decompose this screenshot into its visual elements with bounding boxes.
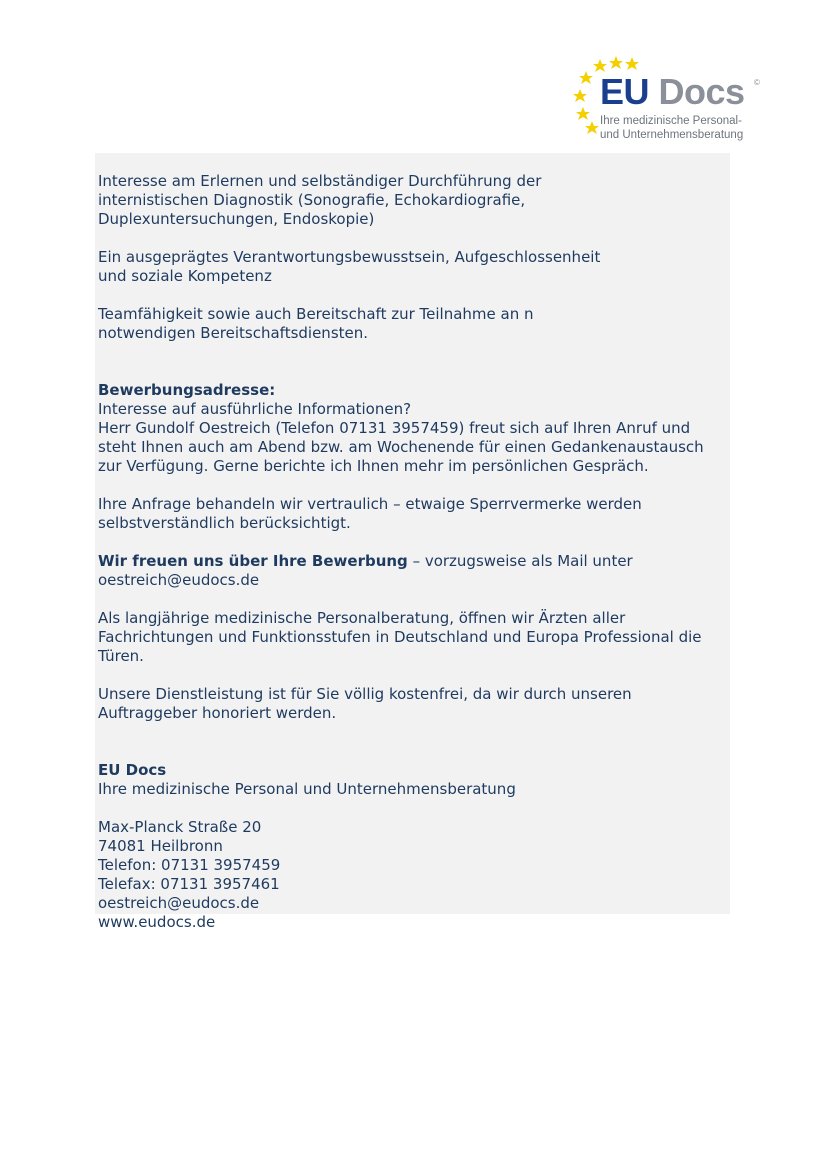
address-street: Max-Planck Straße 20	[98, 818, 262, 836]
text-line	[98, 552, 730, 571]
text-line: Interesse auf ausführliche Informationen?	[98, 400, 412, 418]
text-line: zur Verfügung. Gerne berichte ich Ihnen mehr im persönlichen Gespräch.	[98, 457, 649, 475]
apply-note	[98, 552, 730, 590]
free-service-paragraph	[98, 685, 730, 723]
apply-email-link[interactable]: oestreich@eudocs.de	[98, 571, 260, 589]
job-details-panel	[95, 153, 730, 931]
text-line: Türen.	[98, 647, 144, 665]
application-heading: Bewerbungsadresse:	[98, 381, 276, 399]
text-line: Interesse am Erlernen und selbständiger Durchführung der	[98, 172, 542, 190]
text-line: Duplexuntersuchungen, Endoskopie)	[98, 210, 375, 228]
fax-number: Telefax: 07131 3957461	[98, 875, 280, 893]
company-name: EU Docs	[98, 761, 167, 779]
star-icon	[579, 71, 593, 84]
logo-tagline-line: Ihre medizinische Personal-	[600, 115, 742, 127]
requirement-1	[98, 172, 730, 229]
text-line: Auftraggeber honoriert werden.	[98, 704, 337, 722]
company-tagline: Ihre medizinische Personal und Unternehmensberatung	[98, 780, 516, 798]
text-line: selbstverständlich berücksichtigt.	[98, 514, 351, 532]
logo-eu: EU	[600, 71, 650, 112]
about-paragraph	[98, 609, 730, 666]
logo-tagline	[600, 114, 770, 142]
star-icon	[573, 89, 587, 102]
logo-tagline-line: und Unternehmensberatung	[600, 129, 744, 141]
star-icon	[609, 56, 623, 69]
text-line: steht Ihnen auch am Abend bzw. am Wochenende für einen Gedankenaustausch	[98, 438, 704, 456]
text-line: Herr Gundolf Oestreich (Telefon 07131 3957459) freut sich auf Ihren Anruf und	[98, 419, 691, 437]
star-icon	[625, 57, 639, 70]
contact-email-link[interactable]: oestreich@eudocs.de	[98, 894, 260, 912]
apply-text: – vorzugsweise als Mail unter	[407, 552, 633, 570]
requirement-3	[98, 305, 730, 343]
text-line: und soziale Kompetenz	[98, 267, 272, 285]
website-link[interactable]: www.eudocs.de	[98, 913, 216, 931]
star-icon	[585, 121, 599, 134]
confidential-note	[98, 495, 730, 533]
copyright-mark: ©	[754, 78, 760, 87]
apply-heading: Wir freuen uns über Ihre Bewerbung	[98, 552, 408, 570]
text-line: Als langjährige medizinische Personalberatung, öffnen wir Ärzten aller	[98, 609, 626, 627]
logo-docs: Docs	[658, 71, 745, 112]
phone-number: Telefon: 07131 3957459	[98, 856, 281, 874]
logo-wordmark	[600, 71, 745, 112]
eudocs-logo	[572, 52, 770, 148]
requirement-2	[98, 248, 730, 286]
application-section	[98, 381, 730, 476]
text-line: Fachrichtungen und Funktionsstufen in Deutschland und Europa Professional die	[98, 628, 702, 646]
company-block	[98, 761, 730, 799]
contact-block	[98, 818, 730, 932]
text-line: notwendigen Bereitschaftsdiensten.	[98, 324, 369, 342]
text-line: Ein ausgeprägtes Verantwortungsbewusstsein, Aufgeschlossenheit	[98, 248, 601, 266]
text-line: internistischen Diagnostik (Sonografie, Echokardiografie,	[98, 191, 526, 209]
text-line: Ihre Anfrage behandeln wir vertraulich – etwaige Sperrvermerke werden	[98, 495, 642, 513]
text-line: Teamfähigkeit sowie auch Bereitschaft zur Teilnahme an n	[98, 305, 534, 323]
text-line: Unsere Dienstleistung ist für Sie völlig kostenfrei, da wir durch unseren	[98, 685, 632, 703]
address-city: 74081 Heilbronn	[98, 837, 223, 855]
star-icon	[576, 107, 590, 120]
